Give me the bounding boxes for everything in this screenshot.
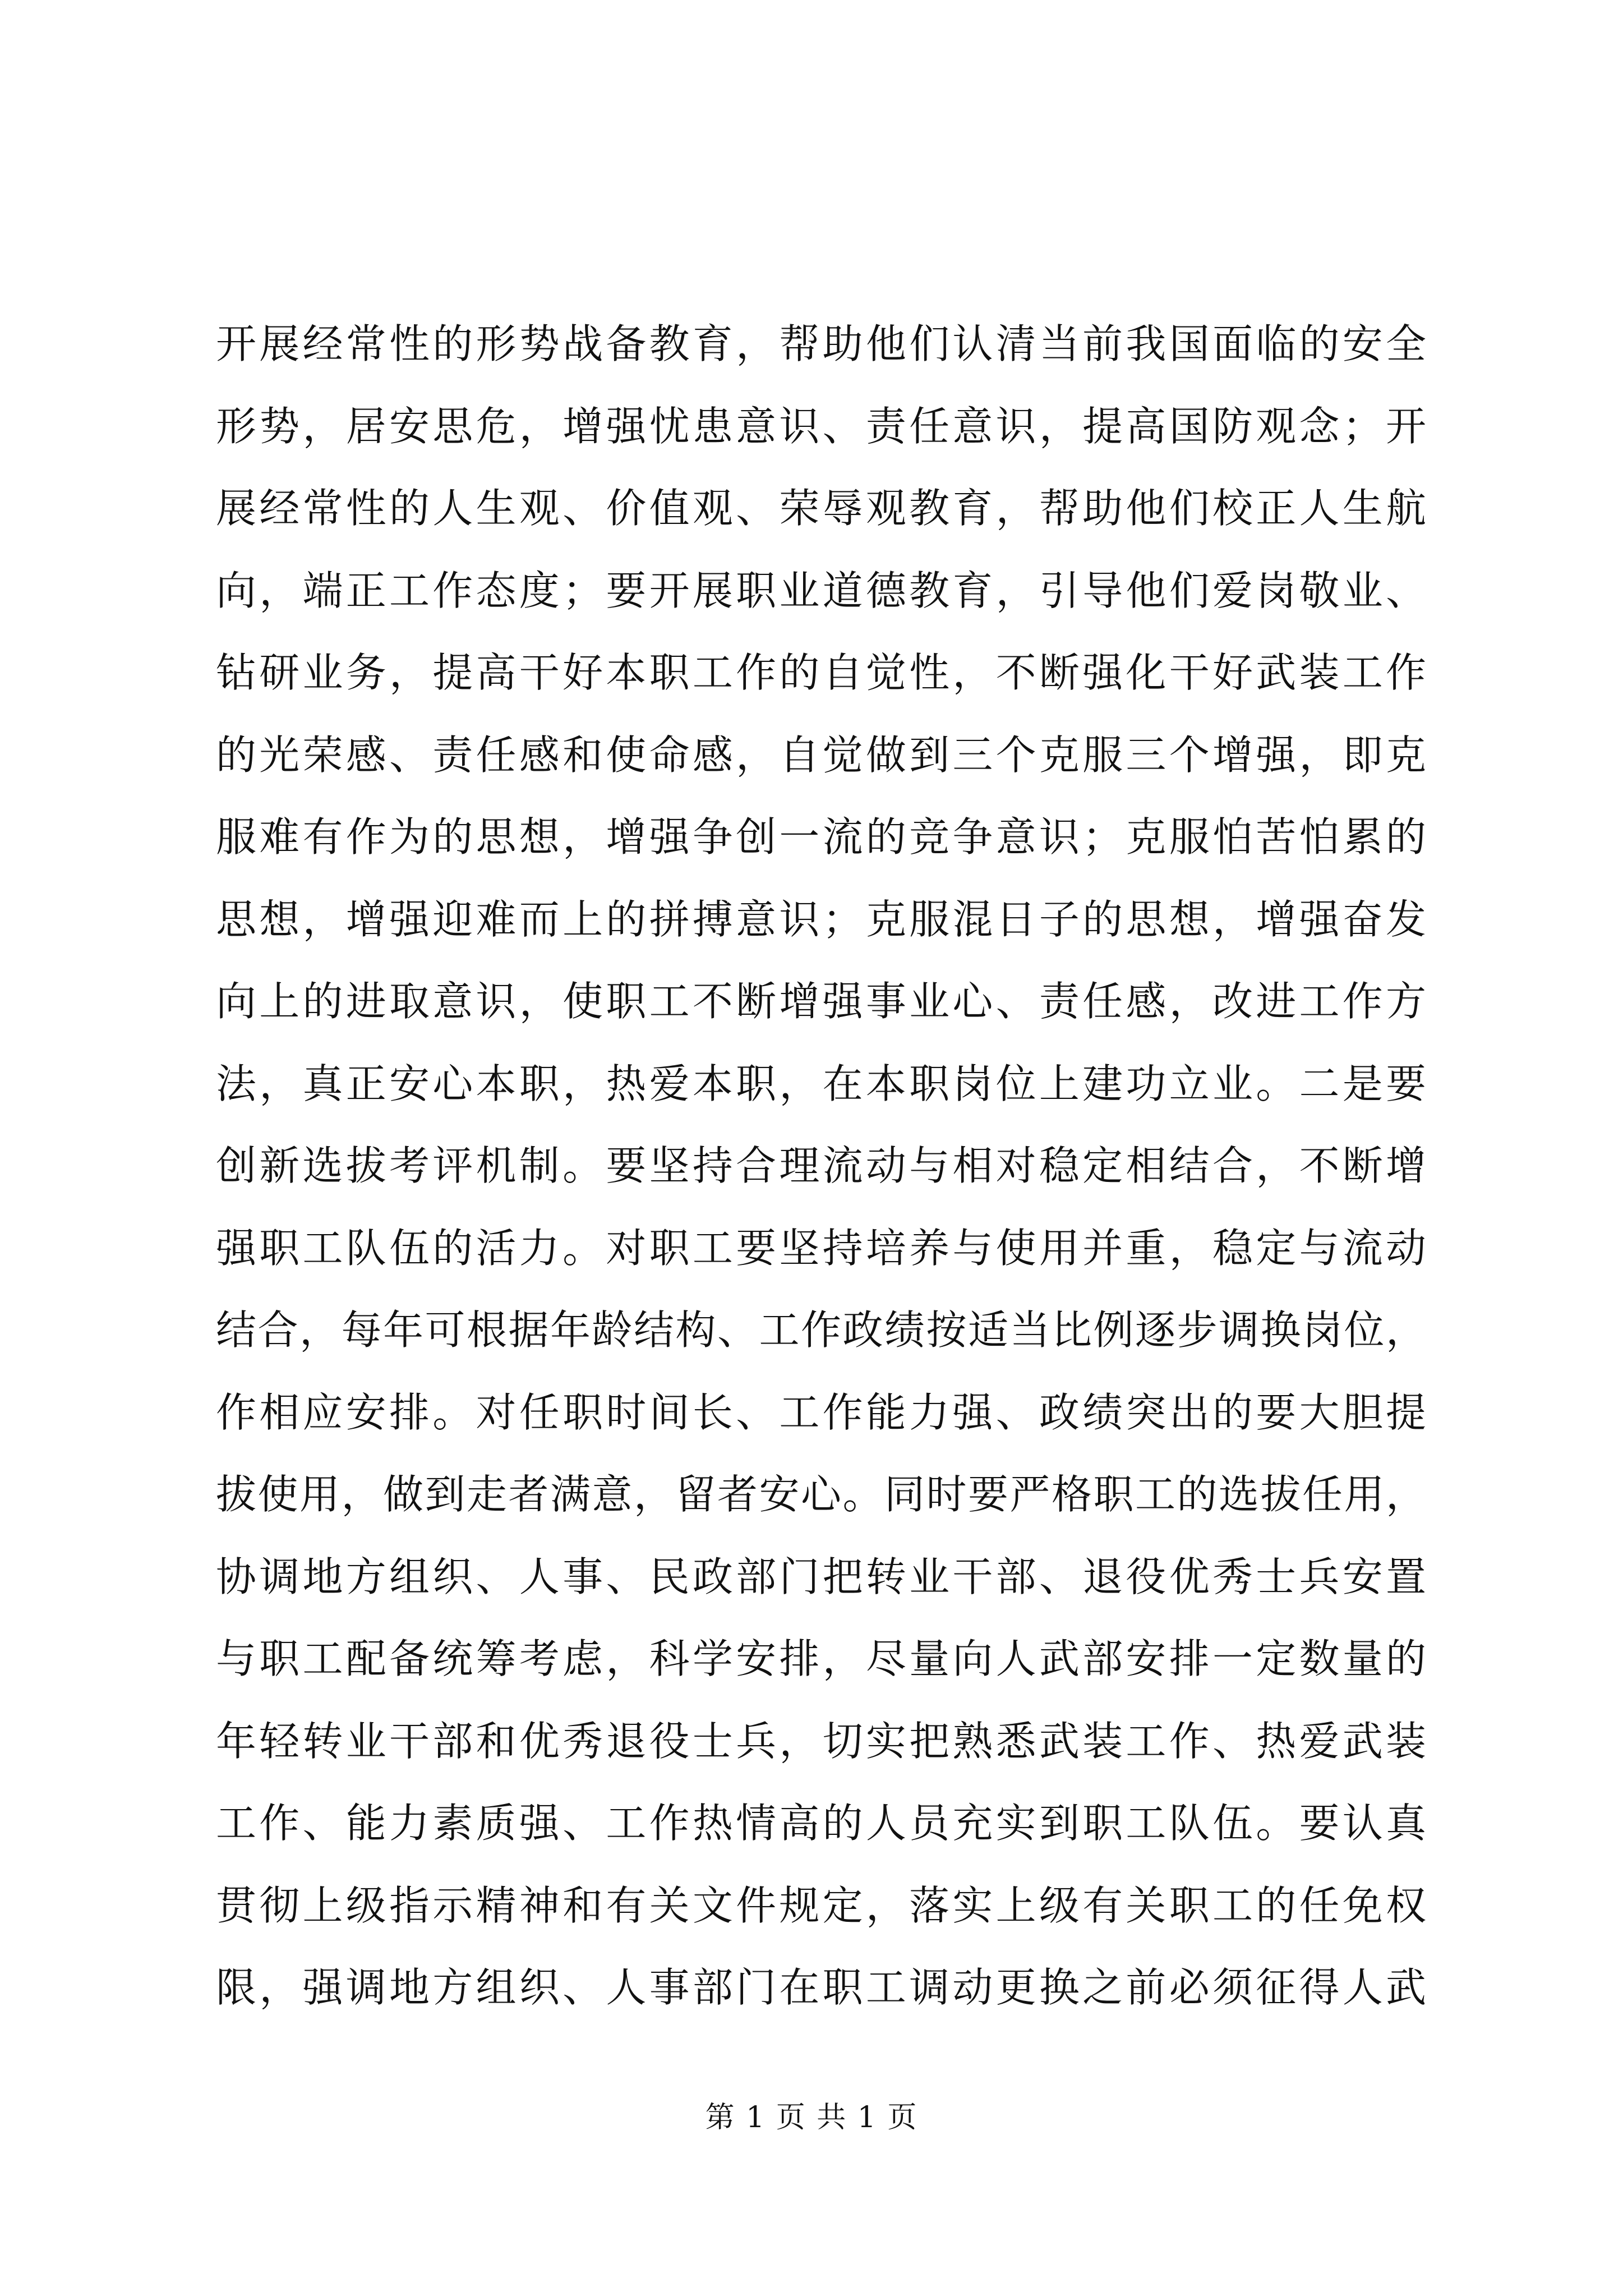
text-line: 与职工配备统筹考虑，科学安排，尽量向人武部安排一定数量的 bbox=[216, 1635, 1427, 1682]
text-line: 钻研业务，提高干好本职工作的自觉性，不断强化干好武装工作 bbox=[216, 649, 1427, 696]
text-line: 开展经常性的形势战备教育，帮助他们认清当前我国面临的安全 bbox=[216, 320, 1427, 367]
text-line: 向，端正工作态度；要开展职业道德教育，引导他们爱岗敬业、 bbox=[216, 567, 1427, 614]
text-line: 服难有作为的思想，增强争创一流的竞争意识；克服怕苦怕累的 bbox=[216, 813, 1427, 861]
text-line: 拔使用，做到走者满意，留者安心。同时要严格职工的选拔任用， bbox=[216, 1471, 1427, 1518]
body-paragraph bbox=[216, 303, 1427, 2029]
text-line: 协调地方组织、人事、民政部门把转业干部、退役优秀士兵安置 bbox=[216, 1553, 1427, 1600]
text-line: 法，真正安心本职，热爱本职，在本职岗位上建功立业。二是要 bbox=[216, 1060, 1427, 1107]
text-line: 年轻转业干部和优秀退役士兵，切实把熟悉武装工作、热爱武装 bbox=[216, 1717, 1427, 1765]
text-line: 形势，居安思危，增强忧患意识、责任意识，提高国防观念；开 bbox=[216, 402, 1427, 450]
text-line: 创新选拔考评机制。要坚持合理流动与相对稳定相结合，不断增 bbox=[216, 1142, 1427, 1189]
text-line: 强职工队伍的活力。对职工要坚持培养与使用并重，稳定与流动 bbox=[216, 1224, 1427, 1272]
text-line: 工作、能力素质强、工作热情高的人员充实到职工队伍。要认真 bbox=[216, 1800, 1427, 1847]
text-line: 贯彻上级指示精神和有关文件规定，落实上级有关职工的任免权 bbox=[216, 1881, 1427, 1929]
text-line: 展经常性的人生观、价值观、荣辱观教育，帮助他们校正人生航 bbox=[216, 485, 1427, 532]
text-line: 思想，增强迎难而上的拼搏意识；克服混日子的思想，增强奋发 bbox=[216, 895, 1427, 943]
text-line: 向上的进取意识，使职工不断增强事业心、责任感，改进工作方 bbox=[216, 978, 1427, 1025]
text-line: 限，强调地方组织、人事部门在职工调动更换之前必须征得人武 bbox=[216, 1964, 1427, 2011]
text-line: 作相应安排。对任职时间长、工作能力强、政绩突出的要大胆提 bbox=[216, 1388, 1427, 1436]
page-number-footer: 第 1 页 共 1 页 bbox=[705, 2101, 918, 2134]
text-line: 的光荣感、责任感和使命感，自觉做到三个克服三个增强，即克 bbox=[216, 731, 1427, 779]
text-line: 结合，每年可根据年龄结构、工作政绩按适当比例逐步调换岗位， bbox=[216, 1306, 1427, 1354]
